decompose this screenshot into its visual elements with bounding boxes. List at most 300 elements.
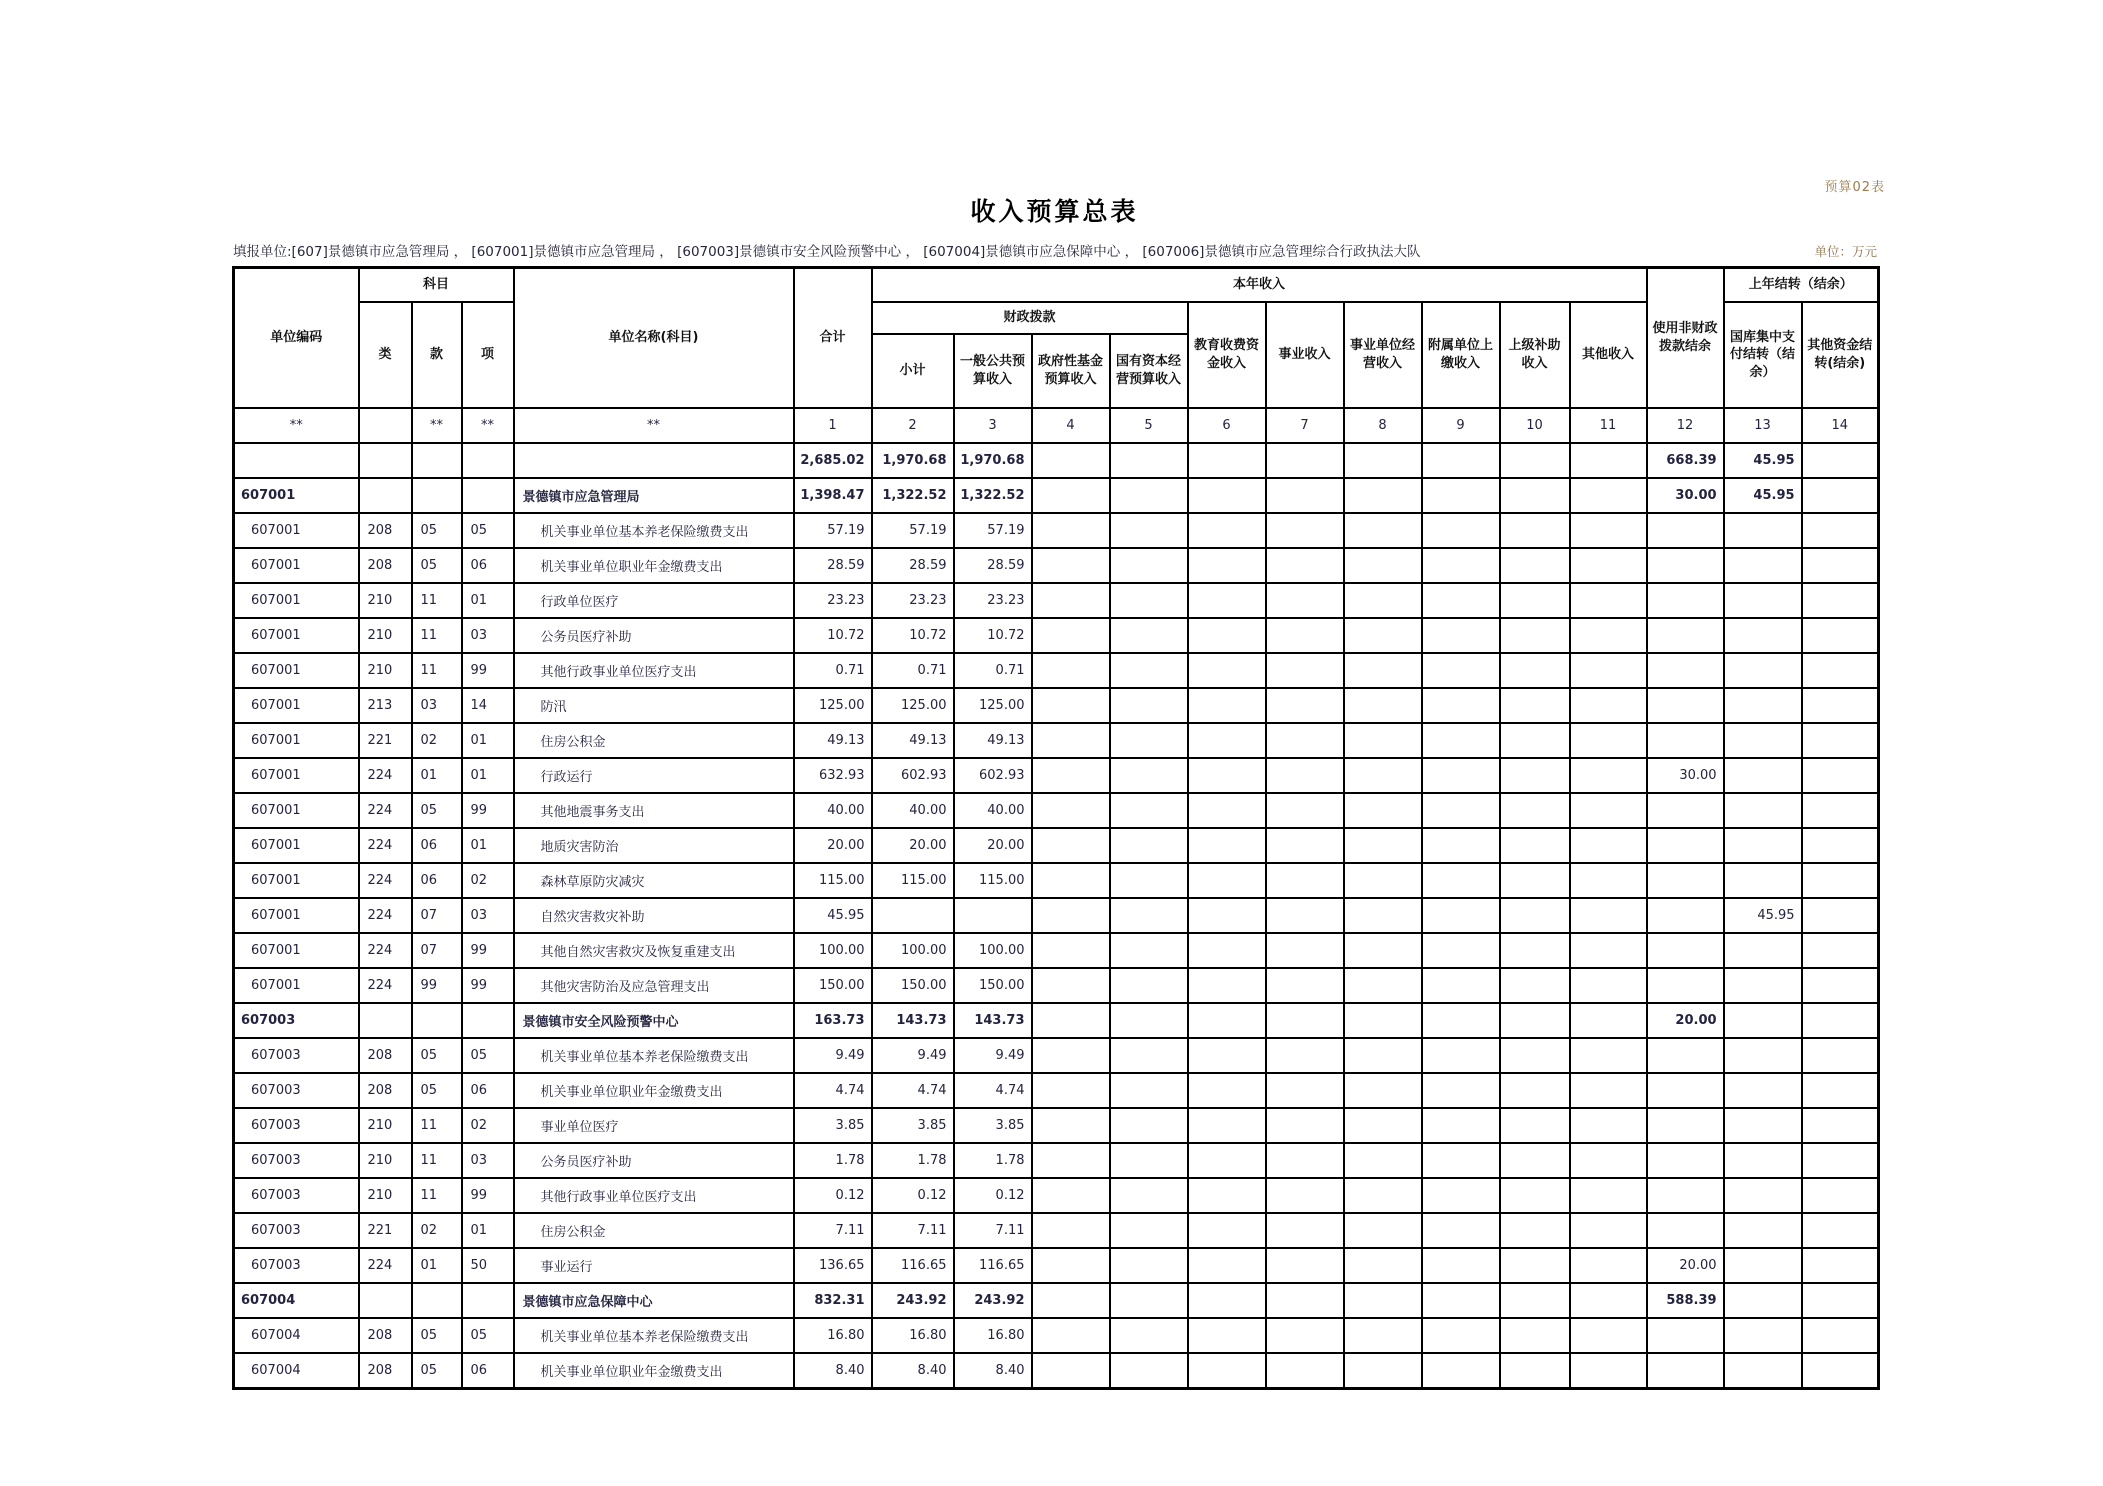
subject-section-cell: 11	[412, 618, 462, 653]
value-cell	[1422, 723, 1500, 758]
value-cell	[1188, 653, 1266, 688]
value-cell	[1188, 863, 1266, 898]
header-subtotal: 小计	[872, 334, 954, 408]
subject-class-cell: 208	[359, 548, 412, 583]
subject-class-cell: 224	[359, 1248, 412, 1283]
filing-unit-line: 填报单位:[607]景德镇市应急管理局 ， [607001]景德镇市应急管理局 ， [607003]景德镇市安全风险预警中心 ， [607004]景德镇市应急保障中心 ， [607006]景德镇市应急管理综合行政执法大队	[233, 244, 1421, 260]
header-non-fiscal-balance: 使用非财政拨款结余	[1647, 268, 1724, 409]
value-cell	[1422, 1073, 1500, 1108]
value-cell	[1500, 1108, 1570, 1143]
value-cell	[1266, 828, 1344, 863]
value-cell: 28.59	[794, 548, 872, 583]
form-number-tag: 预算02表	[1824, 180, 1885, 195]
unit-code-cell: 607003	[234, 1178, 359, 1213]
value-cell: 4.74	[794, 1073, 872, 1108]
subject-section-cell	[412, 478, 462, 513]
value-cell	[1570, 548, 1647, 583]
value-cell	[1724, 828, 1802, 863]
value-cell	[1570, 1003, 1647, 1038]
value-cell	[1110, 548, 1188, 583]
value-cell: 23.23	[872, 583, 954, 618]
value-cell	[1500, 723, 1570, 758]
value-cell: 30.00	[1647, 758, 1724, 793]
unit-code-cell: 607001	[234, 688, 359, 723]
value-cell	[1500, 478, 1570, 513]
value-cell	[1422, 1213, 1500, 1248]
value-cell	[1422, 688, 1500, 723]
value-cell	[1110, 758, 1188, 793]
value-cell: 7.11	[954, 1213, 1032, 1248]
value-cell	[1344, 688, 1422, 723]
unit-code-cell: 607001	[234, 933, 359, 968]
value-cell	[1500, 793, 1570, 828]
unit-code-cell: 607003	[234, 1143, 359, 1178]
value-cell: 30.00	[1647, 478, 1724, 513]
value-cell	[1344, 1248, 1422, 1283]
unit-code-cell: 607001	[234, 583, 359, 618]
value-cell	[1344, 1038, 1422, 1073]
value-cell: 3.85	[794, 1108, 872, 1143]
column-index-cell: 2	[872, 408, 954, 443]
subject-item-cell: 01	[462, 1213, 514, 1248]
value-cell	[1110, 618, 1188, 653]
value-cell: 1,970.68	[872, 443, 954, 478]
value-cell	[1344, 1283, 1422, 1318]
value-cell	[1500, 828, 1570, 863]
value-cell	[1422, 828, 1500, 863]
subject-section-cell: 05	[412, 1038, 462, 1073]
header-business-operating-income: 事业单位经营收入	[1344, 302, 1422, 408]
value-cell: 4.74	[872, 1073, 954, 1108]
value-cell	[1188, 1038, 1266, 1073]
value-cell: 1,398.47	[794, 478, 872, 513]
subject-section-cell: 07	[412, 933, 462, 968]
detail-row	[234, 548, 1879, 583]
value-cell	[1344, 793, 1422, 828]
unit-code-cell: 607003	[234, 1108, 359, 1143]
value-cell	[1110, 828, 1188, 863]
value-cell: 20.00	[1647, 1248, 1724, 1283]
value-cell: 49.13	[954, 723, 1032, 758]
value-cell	[1802, 443, 1879, 478]
value-cell	[1802, 1073, 1879, 1108]
value-cell	[1422, 1003, 1500, 1038]
value-cell: 23.23	[954, 583, 1032, 618]
value-cell	[1500, 1038, 1570, 1073]
value-cell	[1110, 583, 1188, 618]
value-cell: 2,685.02	[794, 443, 872, 478]
value-cell	[1422, 548, 1500, 583]
value-cell	[1266, 443, 1344, 478]
subject-section-cell: 06	[412, 828, 462, 863]
value-cell	[1422, 1283, 1500, 1318]
value-cell	[1570, 863, 1647, 898]
subject-section-cell	[412, 1283, 462, 1318]
value-cell	[1188, 1318, 1266, 1353]
value-cell	[1032, 758, 1110, 793]
value-cell	[1266, 653, 1344, 688]
subject-class-cell: 224	[359, 758, 412, 793]
subject-name-cell: 其他行政事业单位医疗支出	[514, 1178, 794, 1213]
value-cell: 125.00	[954, 688, 1032, 723]
subject-section-cell: 05	[412, 548, 462, 583]
subject-section-cell: 11	[412, 1108, 462, 1143]
subject-name-cell: 其他行政事业单位医疗支出	[514, 653, 794, 688]
value-cell: 10.72	[794, 618, 872, 653]
value-cell: 20.00	[872, 828, 954, 863]
value-cell	[1422, 513, 1500, 548]
value-cell	[1724, 1143, 1802, 1178]
subject-section-cell: 05	[412, 1318, 462, 1353]
value-cell	[1266, 863, 1344, 898]
unit-code-cell: 607003	[234, 1003, 359, 1038]
subject-section-cell: 02	[412, 723, 462, 758]
column-index-cell: **	[514, 408, 794, 443]
value-cell	[1802, 1353, 1879, 1389]
value-cell: 115.00	[872, 863, 954, 898]
value-cell	[1802, 758, 1879, 793]
value-cell	[1802, 1108, 1879, 1143]
value-cell	[1500, 968, 1570, 1003]
value-cell	[1724, 1353, 1802, 1389]
value-cell	[1724, 758, 1802, 793]
value-cell	[1724, 1318, 1802, 1353]
value-cell	[1500, 1248, 1570, 1283]
unit-code-cell: 607001	[234, 478, 359, 513]
value-cell	[1500, 513, 1570, 548]
value-cell: 0.71	[794, 653, 872, 688]
subject-section-cell: 01	[412, 758, 462, 793]
value-cell	[1032, 1108, 1110, 1143]
value-cell: 57.19	[794, 513, 872, 548]
value-cell	[1032, 443, 1110, 478]
detail-row	[234, 513, 1879, 548]
value-cell	[1188, 1283, 1266, 1318]
value-cell	[1570, 653, 1647, 688]
value-cell	[1802, 688, 1879, 723]
value-cell	[1500, 1143, 1570, 1178]
value-cell	[1344, 618, 1422, 653]
value-cell	[1110, 1283, 1188, 1318]
value-cell	[1422, 1178, 1500, 1213]
value-cell	[1266, 1283, 1344, 1318]
subject-item-cell: 05	[462, 513, 514, 548]
subject-item-cell: 99	[462, 653, 514, 688]
header-education-fee-income: 教育收费资金收入	[1188, 302, 1266, 408]
value-cell	[1802, 1143, 1879, 1178]
value-cell: 602.93	[872, 758, 954, 793]
value-cell	[1500, 1003, 1570, 1038]
value-cell	[1110, 863, 1188, 898]
value-cell	[1422, 1248, 1500, 1283]
value-cell: 9.49	[794, 1038, 872, 1073]
subject-section-cell: 11	[412, 653, 462, 688]
value-cell: 116.65	[954, 1248, 1032, 1283]
detail-row	[234, 1248, 1879, 1283]
value-cell	[1570, 758, 1647, 793]
value-cell	[1266, 548, 1344, 583]
value-cell	[1344, 1143, 1422, 1178]
value-cell	[1724, 688, 1802, 723]
unit-code-cell: 607003	[234, 1213, 359, 1248]
value-cell: 57.19	[954, 513, 1032, 548]
column-index-cell: 11	[1570, 408, 1647, 443]
subject-item-cell: 50	[462, 1248, 514, 1283]
value-cell	[1266, 758, 1344, 793]
unit-code-cell: 607003	[234, 1248, 359, 1283]
subject-item-cell: 03	[462, 618, 514, 653]
value-cell	[1500, 1073, 1570, 1108]
value-cell	[1188, 1108, 1266, 1143]
subject-class-cell: 208	[359, 1038, 412, 1073]
subject-class-cell: 224	[359, 863, 412, 898]
value-cell: 150.00	[872, 968, 954, 1003]
value-cell	[1724, 1213, 1802, 1248]
value-cell	[1802, 863, 1879, 898]
value-cell	[1724, 1038, 1802, 1073]
column-index-cell: **	[462, 408, 514, 443]
value-cell	[1110, 1038, 1188, 1073]
value-cell	[1188, 1248, 1266, 1283]
subject-item-cell	[462, 478, 514, 513]
subject-name-cell: 防汛	[514, 688, 794, 723]
value-cell: 40.00	[872, 793, 954, 828]
subject-class-cell: 210	[359, 583, 412, 618]
subject-class-cell: 224	[359, 793, 412, 828]
subject-name-cell: 住房公积金	[514, 1213, 794, 1248]
value-cell: 10.72	[954, 618, 1032, 653]
value-cell: 8.40	[794, 1353, 872, 1389]
subject-item-cell: 99	[462, 793, 514, 828]
value-cell	[1110, 1143, 1188, 1178]
value-cell	[1188, 583, 1266, 618]
value-cell	[1110, 513, 1188, 548]
unit-code-cell: 607001	[234, 968, 359, 1003]
value-cell	[1570, 478, 1647, 513]
column-index-cell: 9	[1422, 408, 1500, 443]
value-cell	[1110, 478, 1188, 513]
detail-row	[234, 1353, 1879, 1389]
value-cell	[1422, 933, 1500, 968]
header-unit-code: 单位编码	[234, 268, 359, 409]
subject-class-cell: 224	[359, 968, 412, 1003]
value-cell	[1344, 1353, 1422, 1389]
value-cell	[1647, 1353, 1724, 1389]
page-title: 收入预算总表	[970, 197, 1139, 226]
unit-code-cell: 607001	[234, 618, 359, 653]
header-business-income: 事业收入	[1266, 302, 1344, 408]
value-cell: 20.00	[954, 828, 1032, 863]
unit-code-cell: 607001	[234, 513, 359, 548]
value-cell: 1.78	[794, 1143, 872, 1178]
value-cell	[1266, 1178, 1344, 1213]
subject-class-cell	[359, 478, 412, 513]
subject-class-cell: 210	[359, 1178, 412, 1213]
value-cell	[1647, 688, 1724, 723]
value-cell	[1110, 1108, 1188, 1143]
subject-class-cell: 208	[359, 1318, 412, 1353]
value-cell	[1724, 1108, 1802, 1143]
unit-code-cell	[234, 443, 359, 478]
value-cell	[1110, 793, 1188, 828]
value-cell	[1570, 583, 1647, 618]
detail-row	[234, 583, 1879, 618]
header-subject: 科目	[359, 268, 514, 303]
currency-unit-note: 单位：万元	[1814, 244, 1877, 259]
value-cell	[1344, 723, 1422, 758]
value-cell	[1032, 1248, 1110, 1283]
value-cell	[1802, 933, 1879, 968]
value-cell: 16.80	[872, 1318, 954, 1353]
value-cell	[1802, 1283, 1879, 1318]
detail-row	[234, 968, 1879, 1003]
subject-name-cell: 景德镇市安全风险预警中心	[514, 1003, 794, 1038]
detail-row	[234, 1318, 1879, 1353]
value-cell	[1422, 1038, 1500, 1073]
value-cell	[1500, 653, 1570, 688]
value-cell	[1266, 1213, 1344, 1248]
detail-row	[234, 653, 1879, 688]
value-cell: 243.92	[954, 1283, 1032, 1318]
value-cell	[1647, 828, 1724, 863]
column-index-cell: 4	[1032, 408, 1110, 443]
value-cell	[1188, 548, 1266, 583]
column-index-cell: 3	[954, 408, 1032, 443]
value-cell	[1802, 1003, 1879, 1038]
value-cell	[1570, 1143, 1647, 1178]
value-cell: 45.95	[1724, 898, 1802, 933]
value-cell	[1188, 968, 1266, 1003]
value-cell	[1032, 1038, 1110, 1073]
subject-item-cell: 06	[462, 1073, 514, 1108]
column-index-cell: **	[234, 408, 359, 443]
value-cell	[1500, 863, 1570, 898]
value-cell	[1266, 1038, 1344, 1073]
header-treasury-carryover: 国库集中支付结转（结余）	[1724, 302, 1802, 408]
value-cell	[1032, 723, 1110, 758]
value-cell	[1724, 1003, 1802, 1038]
header-general-public-budget: 一般公共预算收入	[954, 334, 1032, 408]
value-cell	[1570, 723, 1647, 758]
subject-class-cell: 221	[359, 723, 412, 758]
value-cell	[1647, 933, 1724, 968]
value-cell: 150.00	[794, 968, 872, 1003]
value-cell: 588.39	[1647, 1283, 1724, 1318]
value-cell	[1724, 863, 1802, 898]
value-cell: 668.39	[1647, 443, 1724, 478]
value-cell: 602.93	[954, 758, 1032, 793]
detail-row	[234, 618, 1879, 653]
value-cell: 143.73	[954, 1003, 1032, 1038]
unit-code-cell: 607001	[234, 723, 359, 758]
unit-code-cell: 607004	[234, 1318, 359, 1353]
value-cell	[1266, 583, 1344, 618]
value-cell	[1188, 513, 1266, 548]
value-cell	[1724, 513, 1802, 548]
detail-row	[234, 898, 1879, 933]
value-cell	[1032, 898, 1110, 933]
value-cell	[1570, 1353, 1647, 1389]
column-index-cell: 7	[1266, 408, 1344, 443]
value-cell	[1647, 548, 1724, 583]
header-subject-class: 类	[359, 302, 412, 408]
value-cell	[1266, 1003, 1344, 1038]
detail-row	[234, 1073, 1879, 1108]
value-cell	[1188, 443, 1266, 478]
subject-name-cell: 事业单位医疗	[514, 1108, 794, 1143]
value-cell	[1032, 1213, 1110, 1248]
value-cell: 45.95	[1724, 443, 1802, 478]
value-cell	[1188, 1353, 1266, 1389]
subject-item-cell: 99	[462, 933, 514, 968]
value-cell	[1266, 478, 1344, 513]
value-cell	[1032, 793, 1110, 828]
value-cell	[1422, 1353, 1500, 1389]
value-cell	[1500, 618, 1570, 653]
value-cell	[1422, 583, 1500, 618]
value-cell	[1802, 1318, 1879, 1353]
value-cell	[1344, 583, 1422, 618]
unit-code-cell: 607003	[234, 1038, 359, 1073]
value-cell: 125.00	[872, 688, 954, 723]
value-cell	[1500, 933, 1570, 968]
value-cell	[1032, 688, 1110, 723]
value-cell	[1802, 583, 1879, 618]
value-cell	[1110, 653, 1188, 688]
header-current-year-income: 本年收入	[872, 268, 1647, 303]
value-cell: 143.73	[872, 1003, 954, 1038]
column-index-cell: 6	[1188, 408, 1266, 443]
value-cell: 3.85	[954, 1108, 1032, 1143]
subject-section-cell	[412, 443, 462, 478]
header-subject-section: 款	[412, 302, 462, 408]
value-cell: 20.00	[1647, 1003, 1724, 1038]
subject-item-cell: 02	[462, 863, 514, 898]
value-cell	[1032, 513, 1110, 548]
value-cell	[1570, 1073, 1647, 1108]
value-cell	[1266, 933, 1344, 968]
value-cell	[1422, 443, 1500, 478]
subject-class-cell: 210	[359, 1108, 412, 1143]
subject-item-cell: 14	[462, 688, 514, 723]
value-cell: 1.78	[872, 1143, 954, 1178]
value-cell	[1110, 1213, 1188, 1248]
detail-row	[234, 1178, 1879, 1213]
value-cell	[1802, 1248, 1879, 1283]
value-cell	[1500, 758, 1570, 793]
value-cell	[1570, 1248, 1647, 1283]
subject-class-cell	[359, 443, 412, 478]
value-cell	[1032, 933, 1110, 968]
value-cell: 4.74	[954, 1073, 1032, 1108]
value-cell	[1110, 443, 1188, 478]
value-cell	[1647, 1213, 1724, 1248]
value-cell	[1266, 1143, 1344, 1178]
subject-section-cell: 07	[412, 898, 462, 933]
value-cell	[1344, 1318, 1422, 1353]
subject-name-cell: 机关事业单位基本养老保险缴费支出	[514, 1038, 794, 1073]
value-cell	[1344, 443, 1422, 478]
column-index-cell: 5	[1110, 408, 1188, 443]
value-cell	[954, 898, 1032, 933]
value-cell	[1032, 828, 1110, 863]
header-prev-year-carryover: 上年结转（结余）	[1724, 268, 1879, 303]
value-cell	[1500, 1213, 1570, 1248]
value-cell	[1110, 1353, 1188, 1389]
value-cell	[1802, 513, 1879, 548]
subject-name-cell: 其他自然灾害救灾及恢复重建支出	[514, 933, 794, 968]
unit-code-cell: 607003	[234, 1073, 359, 1108]
